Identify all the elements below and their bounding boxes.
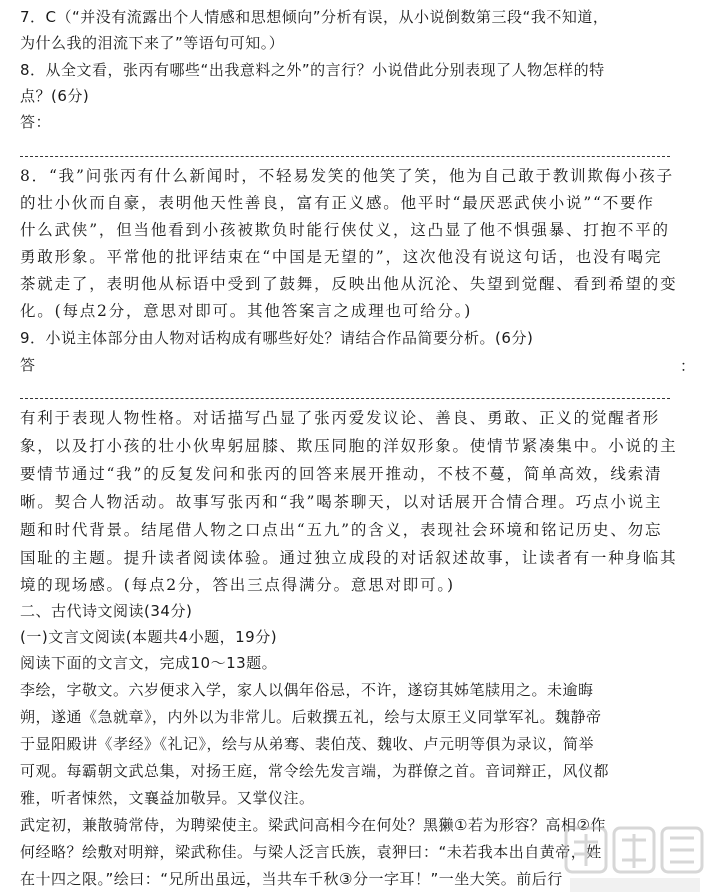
answer-8-line-3: 什么武侠”，但当他看到小孩被欺负时能行侠仗义，这凸显了他不惧强暴、打抱不平的	[20, 221, 670, 239]
answer-9-line-2: 象，以及打小孩的壮小伙卑躬屈膝、欺压同胞的洋奴形象。使情节紧凑集中。小说的主	[20, 437, 678, 455]
passage-line-1: 李绘，字敬文。六岁便求入学，家人以偶年俗忌，不许，遂窃其姊笔牍用之。未逾晦	[20, 681, 594, 699]
answer-divider-9	[20, 398, 670, 399]
answer-9-line-1: 有利于表现人物性格。对话描写凸显了张丙爱发议论、善良、勇敢、正义的觉醒者形	[20, 409, 661, 427]
passage-line-6: 武定初，兼散骑常侍，为聘梁使主。梁武问高相今在何处？黑獭①若为形容？高相②作	[20, 816, 606, 834]
answer-9-line-3: 要情节通过“我”的反复发问和张丙的回答来展开推动，不枝不蔓，简单高效，线索清	[20, 465, 663, 483]
answer-label-9: 答	[20, 356, 36, 374]
answer-8-line-1: 8．“我”问张丙有什么新闻时，不轻易发笑的他笑了笑，他为自己敢于教训欺侮小孩子	[20, 167, 674, 185]
answer-9-line-5: 题和时代背景。结尾借人物之口点出“五九”的含义，表现社会环境和铭记历史、勿忘	[20, 521, 663, 539]
section-heading-2: 二、古代诗文阅读(34分)	[20, 602, 193, 620]
question-8: 8．从全文看，张丙有哪些“出我意料之外”的言行？小说借此分别表现了人物怎样的特	[20, 61, 605, 79]
reading-instruction: 阅读下面的文言文，完成10～13题。	[20, 654, 278, 672]
passage-line-8: 在十四之限。”绘曰：“兄所出虽远，当共车千秋③分一字耳！”一坐大笑。前后行	[20, 870, 563, 888]
passage-line-3: 于显阳殿讲《孝经》《礼记》，绘与从弟骞、裴伯茂、魏收、卢元明等俱为录议，简举	[20, 735, 595, 753]
answer-8-line-5: 茶就走了，表明他从标语中受到了鼓舞，反映出他从沉沦、失望到觉醒、看到希望的变	[20, 275, 678, 293]
passage-line-7: 何经略？绘敷对明辩，梁武称佳。与梁人泛言氏族，袁狎曰：“未若我本出自黄帝，姓	[20, 843, 602, 861]
answer-8-line-6: 化。(每点2分，意思对即可。其他答案言之成理也可给分。)	[20, 302, 473, 320]
passage-line-2: 朔，遂通《急就章》，内外以为非常儿。后敕撰五礼，绘与太原王义同掌军礼。魏静帝	[20, 708, 602, 726]
answer-9-line-4: 晰。契合人物活动。故事写张丙和“我”喝茶聊天，以对话展开合情合理。巧点小说主	[20, 493, 663, 511]
passage-line-4: 可观。每霸朝文武总集，对扬王庭，常令绘先发言端，为群僚之首。音词辩正，风仪都	[20, 762, 610, 780]
answer-label-8: 答：	[20, 113, 52, 131]
line-answer-7-cont: 为什么我的泪流下来了”等语句可知。）	[20, 34, 285, 52]
answer-label-9-colon: ：	[680, 357, 696, 375]
watermark-logo	[560, 820, 710, 896]
passage-line-5: 雅，听者悚然，文襄益加敬异。又掌仪注。	[20, 789, 315, 807]
subsection-heading: (一)文言文阅读(本题共4小题，19分)	[20, 628, 278, 646]
answer-8-line-4: 勇敢形象。平常他的批评结束在“中国是无望的”，这次他没有说这句话，也没有喝完	[20, 248, 663, 266]
answer-9-line-7: 境的现场感。(每点2分，答出三点得满分。意思对即可。)	[20, 576, 455, 594]
question-9: 9．小说主体部分由人物对话构成有哪些好处？请结合作品简要分析。(6分)	[20, 329, 534, 347]
question-8-cont: 点？(6分)	[20, 87, 90, 105]
answer-8-line-2: 的壮小伙而自豪，表明他天性善良，富有正义感。他平时“最厌恶武侠小说”“不要作	[20, 194, 655, 212]
answer-9-line-6: 国耻的主题。提升读者阅读体验。通过独立成段的对话叙述故事，让读者有一种身临其	[20, 549, 678, 567]
line-answer-7: 7．C（“并没有流露出个人情感和思想倾向”分析有误，从小说倒数第三段“我不知道，	[20, 8, 609, 26]
answer-divider-8	[20, 156, 670, 157]
